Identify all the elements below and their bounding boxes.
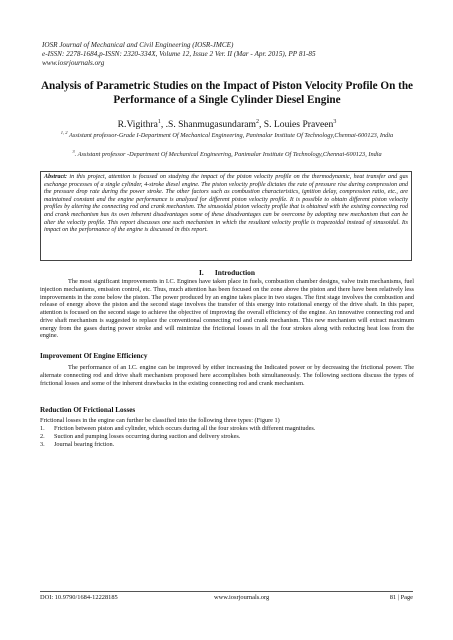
author-3-name: , S. Louies Praveen (259, 119, 334, 131)
journal-header (42, 41, 422, 68)
list-item (40, 441, 414, 449)
author-1-sup: 1 (157, 119, 161, 125)
affiliation-2 (44, 148, 410, 159)
affiliation-1-text: Assistant professor-Grade I-Department Of Mechanical Engineering, Panimalar Institute Of Technology,Chennai-600123, India (69, 132, 394, 140)
author-3-sup: 3 (333, 119, 337, 125)
footer-website: www.iosrjournals.org (214, 594, 270, 601)
list-item-number: 2. (40, 432, 45, 440)
journal-issn: e-ISSN: 2278-1684,p-ISSN: 2320-334X, Volume 12, Issue 2 Ver. II (Mar - Apr. 2015), PP 81-85 (42, 50, 316, 58)
journal-name: IOSR Journal of Mechanical and Civil Engineering (IOSR-JMCE) (42, 41, 234, 49)
list-item-text: Suction and pumping losses occurring during suction and delivery strokes. (54, 432, 241, 440)
author-2-sup: 2 (256, 119, 259, 125)
footer-page-number: 81 | Page (389, 594, 413, 601)
paper-title: Analysis of Parametric Studies on the Impact of Piston Velocity Profile On the Performance of a Single Cylinder Diesel Engine (40, 80, 414, 106)
footer-divider (40, 591, 413, 592)
author-2-name: , .S. Shanmugasundaram (160, 119, 256, 131)
list-item-number: 3. (40, 440, 45, 448)
friction-list (40, 425, 414, 448)
abstract-box (40, 171, 412, 261)
efficiency-heading: Improvement Of Engine Efficiency (40, 352, 148, 360)
list-item-text: Friction between piston and cylinder, which occurs during all the four strokes with different magnitudes. (54, 425, 316, 432)
affiliation-2-sup: 3 (72, 149, 75, 154)
affiliation-1-sup: 1, 2 (60, 130, 68, 135)
introduction-heading: I. Introduction (199, 268, 255, 277)
list-item (40, 433, 414, 441)
list-item-number: 1. (40, 425, 45, 432)
author-1-name: R.Vigithra (117, 119, 158, 131)
efficiency-paragraph: The performance of an I.C. engine can be improved by either increasing the Indicated power or by decreasing the frictional power. The alternate connecting rod and drive shaft mechanism proposed here accomplishes both simultaneously. The following sections discuss the types of frictional losses and some of the inherent drawbacks in the existing connecting rod and crank mechanism. (40, 364, 414, 387)
affiliation-1 (44, 129, 410, 140)
abstract-text: in this project, attention is focused on studying the impact of the piston velocity profile on the thermodynamic, heat transfer and gas exchange processes of a single cylinder, 4-stroke diesel engine. The piston velocity profile dictates the rate of pressure rise during compression and the pressure drop rate during the power stroke. The other factors such as combustion characteristics, ignition delay, compression ratio, etc., are maintained constant and the engine performance is analyzed for different piston velocity profile. It is possible to obtain different piston velocity profiles by altering the connecting rod and crank mechanism. The sinusoidal piston velocity profile that is obtained with the existing connecting rod and crank mechanism has its own inherent disadvantages some of these disadvantages can be overcome by adopting new mechanism that can be alter the velocity profile. This report discusses one such mechanism in which the resultant velocity profile is trapezoidal instead of sinusoidal. Its impact on the performance of the engine is discussed in this report. (44, 174, 408, 234)
abstract-label: Abstract: (44, 174, 68, 180)
friction-heading: Reduction Of Frictional Losses (40, 406, 136, 414)
footer-doi: DOI: 10.9790/1684-12228185 (40, 594, 118, 601)
friction-intro: Frictional losses in the engine can further be classified into the following three types: (Figure 1) (40, 417, 280, 424)
list-item-text: Journal bearing friction. (54, 440, 115, 448)
affiliation-2-text: . Assistant professor -Department Of Mechanical Engineering, Panimalar Institute Of Technology,Chennai-600123, India (74, 151, 382, 159)
journal-website: www.iosrjournals.org (42, 59, 105, 67)
introduction-paragraph: The most significant improvements in I.C. Engines have taken place in fuels, combustion chamber designs, valve train mechanisms, fuel injection mechanisms, emission control, etc. Thus, much attention has been focused on the zone above the piston and there have been relatively less improvements in the zone below the piston. The power produced by an engine takes place in two stages. The first stage involves the combustion and release of energy above the piston and the second stage involves the transfer of this energy into rotational energy of the drive shaft. In this paper, attention is focused on the second stage to achieve the objective of improving the overall efficiency of the engine. An innovative connecting rod and drive shaft mechanism is suggested to replace the conventional connecting rod and crank mechanism. This new mechanism will extract maximum energy from the gases during power stroke and will minimize the frictional losses in all the four strokes along with reducing heat loss from the engine. (40, 278, 414, 340)
list-item (40, 425, 414, 433)
